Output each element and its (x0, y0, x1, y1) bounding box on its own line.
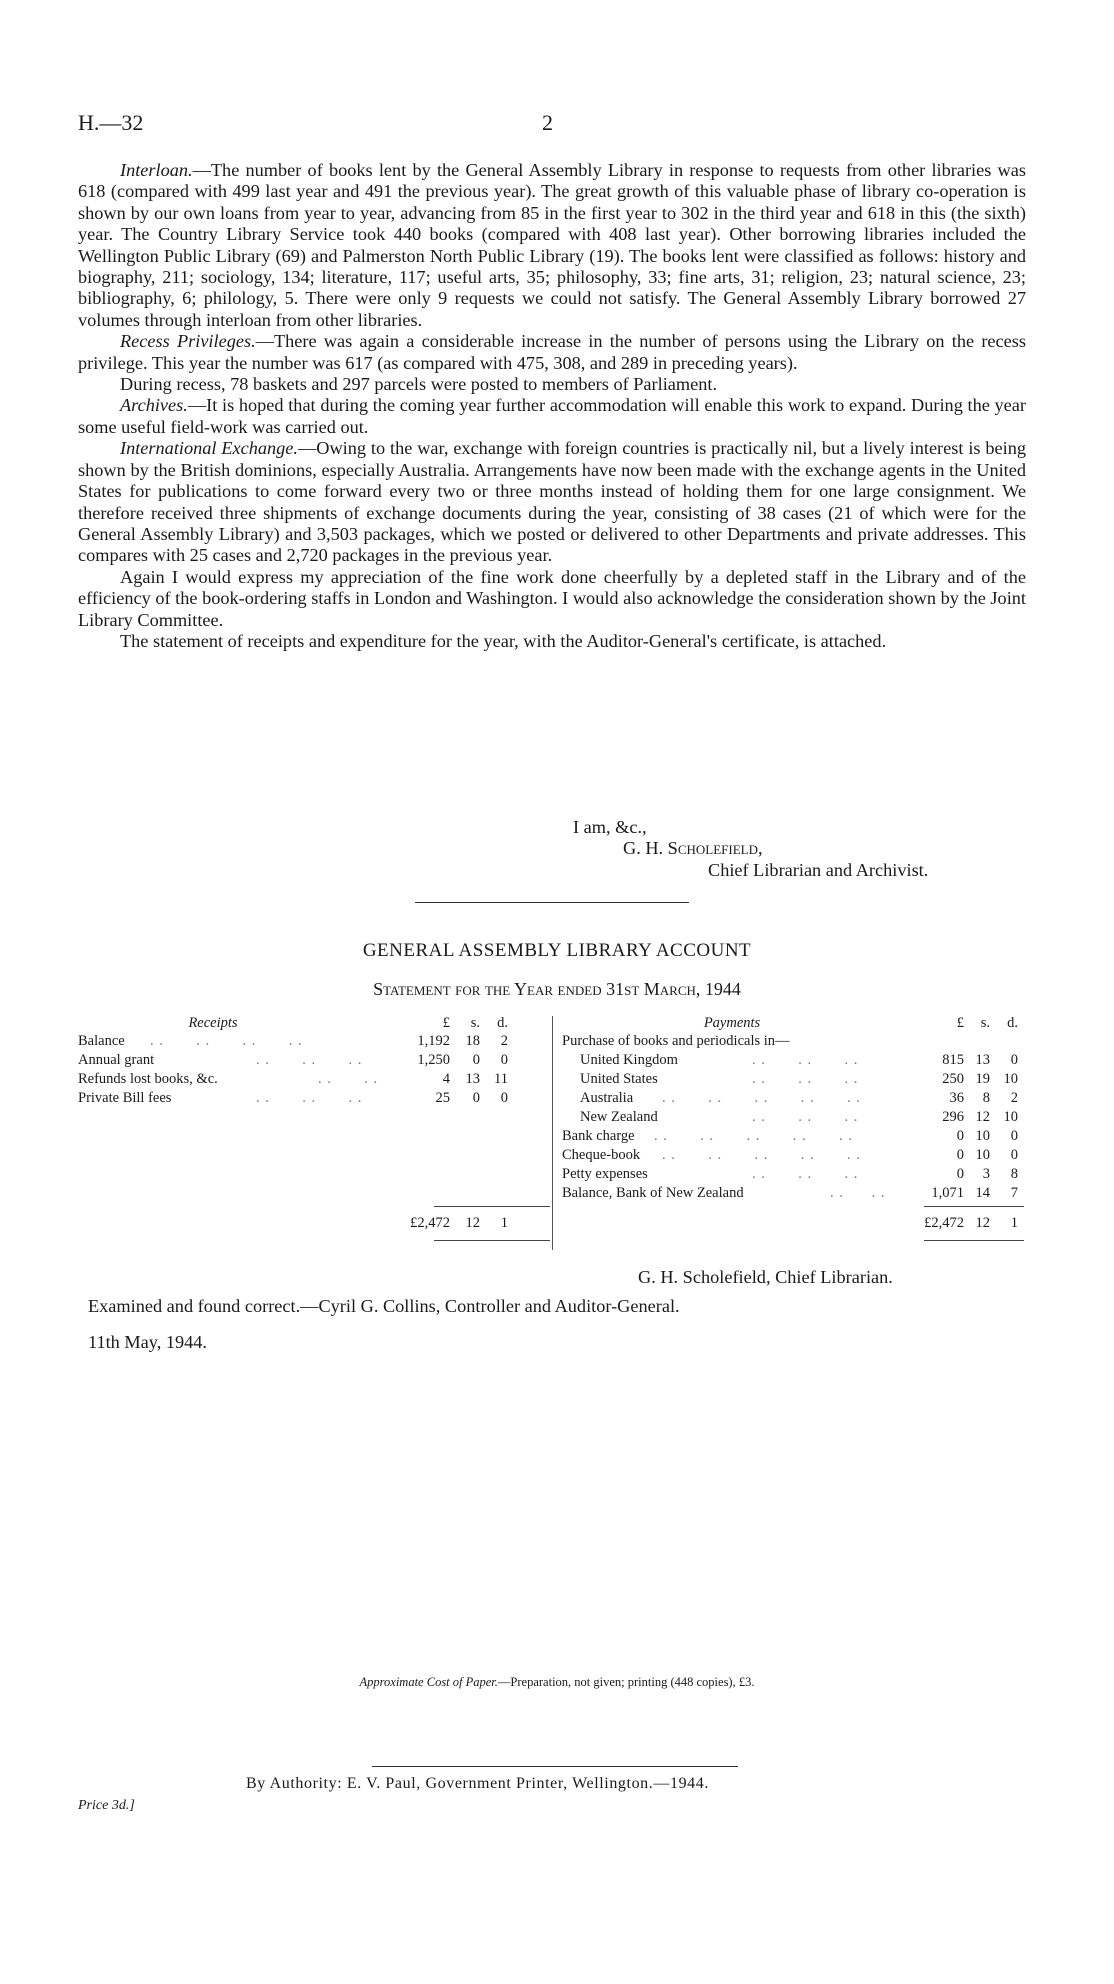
section-divider (415, 902, 689, 903)
leader-dots: . . . . . . . . (150, 1033, 303, 1049)
total-pence: 1 (500, 1215, 508, 1231)
paragraph-archives (78, 395, 1026, 438)
price-note: Price 3d.] (78, 1798, 135, 1813)
receipt-label: Refunds lost books, &c. (78, 1071, 218, 1087)
payment-pounds: 0 (956, 1166, 964, 1182)
paper-cost-note (0, 1675, 1114, 1690)
pence-heading: d. (497, 1015, 508, 1031)
paragraph-text: The statement of receipts and expenditure for the year, with the Auditor-General's certificate, is attached. (120, 630, 887, 651)
paragraph-recess-privileges (78, 331, 1026, 374)
pounds-heading: £ (956, 1015, 964, 1031)
total-rule (924, 1240, 1024, 1241)
payment-shillings: 10 (975, 1147, 990, 1163)
paragraph-statement-attached (78, 631, 1026, 652)
payment-pence: 10 (1003, 1109, 1018, 1125)
total-pounds: £2,472 (924, 1215, 964, 1231)
audit-certificate: Examined and found correct.—Cyril G. Collins, Controller and Auditor-General. (88, 1296, 680, 1316)
paragraph-text: —It is hoped that during the coming year further accommodation will enable this work to expand. During the year some useful field-work was carried out. (78, 395, 1026, 437)
signoff-title: Chief Librarian and Archivist. (708, 860, 929, 880)
payment-label: United Kingdom (580, 1052, 678, 1068)
leader-dots: . . . . . . (752, 1052, 859, 1068)
leader-dots: . . . . . . . . . . (662, 1147, 861, 1163)
payment-pounds: 1,071 (931, 1185, 964, 1201)
report-body (78, 160, 1026, 652)
column-divider (552, 1016, 553, 1250)
paragraph-text: —Owing to the war, exchange with foreign countries is practically nil, but a lively interest is being shown by the British dominions, especially Australia. Arrangements have now been made with the exchange agents in the United States for publications to come forward every two or three months instead of holding them for one large consignment. We therefore received three shipments of exchange documents during the year, consisting of 38 cases (21 of which were for the General Assembly Library) and 3,503 packages, which we posted or delivered to other Departments and private addresses. This compares with 25 cases and 2,720 packages in the previous year. (78, 438, 1026, 566)
shillings-heading: s. (470, 1015, 480, 1031)
leader-dots: . . . . (830, 1185, 886, 1201)
payment-pence: 0 (1010, 1128, 1018, 1144)
paragraph-heading: International Exchange. (120, 438, 298, 459)
receipt-pounds: 25 (435, 1090, 450, 1106)
payment-label: Balance, Bank of New Zealand (562, 1185, 744, 1201)
paragraph-appreciation (78, 567, 1026, 631)
total-pence: 1 (1010, 1215, 1018, 1231)
payment-pence: 0 (1010, 1052, 1018, 1068)
paragraph-text: —There was again a considerable increase in the number of persons using the Library on the recess privilege. This year the number was 617 (as compared with 475, 308, and 289 in preceding years). (78, 331, 1026, 373)
pence-heading: d. (1007, 1015, 1018, 1031)
payment-shillings: 14 (975, 1185, 990, 1201)
leader-dots: . . . . . . (752, 1071, 859, 1087)
total-pounds: £2,472 (410, 1215, 450, 1231)
leader-dots: . . . . (318, 1071, 379, 1087)
payment-pence: 10 (1003, 1071, 1018, 1087)
receipt-label: Private Bill fees (78, 1090, 172, 1106)
total-rule (924, 1206, 1024, 1207)
total-shillings: 12 (975, 1215, 990, 1231)
certificate-date: 11th May, 1944. (88, 1332, 207, 1352)
payment-pounds: 0 (956, 1147, 964, 1163)
payment-pence: 8 (1010, 1166, 1018, 1182)
payment-pounds: 815 (942, 1052, 964, 1068)
payment-label: Petty expenses (562, 1166, 648, 1182)
printer-imprint: By Authority: E. V. Paul, Government Printer, Wellington.—1944. (246, 1775, 709, 1792)
receipt-pounds: 1,250 (417, 1052, 450, 1068)
payment-label: New Zealand (580, 1109, 658, 1125)
payment-shillings: 3 (982, 1166, 990, 1182)
leader-dots: . . . . . . . . . . (662, 1090, 861, 1106)
receipt-shillings: 0 (472, 1052, 480, 1068)
pounds-heading: £ (442, 1015, 450, 1031)
leader-dots: . . . . . . (256, 1090, 363, 1106)
payment-shillings: 13 (975, 1052, 990, 1068)
payments-heading: Payments (703, 1015, 761, 1031)
payment-label: Australia (580, 1090, 634, 1106)
payment-label: Cheque-book (562, 1147, 641, 1163)
payment-shillings: 8 (982, 1090, 990, 1106)
receipt-label: Annual grant (78, 1052, 155, 1068)
paragraph-heading: Interloan. (120, 160, 193, 180)
signoff-name: G. H. Scholefield, (623, 838, 763, 858)
payment-pounds: 0 (956, 1128, 964, 1144)
cost-text: —Preparation, not given; printing (448 copies), £3. (497, 1675, 755, 1689)
payments-intro: Purchase of books and periodicals in— (562, 1033, 790, 1049)
footer-rule (372, 1766, 738, 1767)
leader-dots: . . . . . . (752, 1109, 859, 1125)
paragraph-text: Again I would express my appreciation of the fine work done cheerfully by a depleted staff in the Library and of the efficiency of the book-ordering staffs in London and Washington. I would also acknowledge the consideration shown by the Joint Library Committee. (78, 566, 1026, 630)
total-shillings: 12 (465, 1215, 480, 1231)
paragraph-recess-postings (78, 374, 1026, 395)
receipt-shillings: 18 (465, 1033, 480, 1049)
payment-shillings: 12 (975, 1109, 990, 1125)
receipt-shillings: 0 (472, 1090, 480, 1106)
paragraph-international-exchange (78, 438, 1026, 566)
receipt-shillings: 13 (465, 1071, 480, 1087)
account-subtitle: Statement for the Year ended 31st March, 1944 (373, 979, 741, 999)
shillings-heading: s. (980, 1015, 990, 1031)
total-rule (434, 1240, 550, 1241)
total-rule (434, 1206, 550, 1207)
paragraph-interloan (78, 160, 1026, 331)
page-number: 2 (542, 110, 553, 135)
receipt-pence: 11 (494, 1071, 508, 1087)
receipts-heading: Receipts (188, 1015, 238, 1031)
payment-label: United States (580, 1071, 658, 1087)
receipt-pence: 2 (500, 1033, 508, 1049)
paragraph-heading: Archives. (120, 395, 188, 416)
payment-label: Bank charge (562, 1128, 635, 1144)
payment-pence: 7 (1010, 1185, 1018, 1201)
document-reference: H.—32 (78, 110, 144, 135)
receipt-pounds: 4 (442, 1071, 450, 1087)
leader-dots: . . . . . . . . . . (654, 1128, 853, 1144)
payment-shillings: 10 (975, 1128, 990, 1144)
account-title: GENERAL ASSEMBLY LIBRARY ACCOUNT (362, 940, 752, 961)
receipt-pounds: 1,192 (417, 1033, 450, 1049)
payment-pence: 0 (1010, 1147, 1018, 1163)
leader-dots: . . . . . . (256, 1052, 363, 1068)
payment-pounds: 296 (942, 1109, 964, 1125)
receipt-pence: 0 (500, 1052, 508, 1068)
payment-pounds: 250 (942, 1071, 964, 1087)
signoff-closing: I am, &c., (573, 817, 647, 837)
receipt-pence: 0 (500, 1090, 508, 1106)
receipt-label: Balance (78, 1033, 125, 1049)
paragraph-heading: Recess Privileges. (120, 331, 256, 352)
payment-pounds: 36 (949, 1090, 964, 1106)
account-signature: G. H. Scholefield, Chief Librarian. (638, 1267, 893, 1287)
paragraph-text: —The number of books lent by the General Assembly Library in response to requests from other libraries was 618 (compared with 499 last year and 491 the previous year). The great growth of this valuable phase of library co-operation is shown by our own loans from year to year, advancing from 85 in the first year to 302 in the third year and 618 in this (the sixth) year. The Country Library Service took 440 books (compared with 408 last year). Other borrowing libraries included the Wellington Public Library (69) and Palmerston North Public Library (19). The books lent were classified as follows: history and biography, 211; sociology, 134; literature, 117; useful arts, 35; philosophy, 33; fine arts, 31; religion, 23; natural science, 23; bibliography, 6; philology, 5. There were only 9 requests we could not satisfy. The General Assembly Library borrowed 27 volumes through interloan from other libraries. (78, 160, 1026, 330)
payment-shillings: 19 (975, 1071, 990, 1087)
cost-label: Approximate Cost of Paper. (359, 1675, 498, 1689)
leader-dots: . . . . . . (752, 1166, 859, 1182)
payment-pence: 2 (1010, 1090, 1018, 1106)
paragraph-text: During recess, 78 baskets and 297 parcels were posted to members of Parliament. (120, 374, 718, 395)
